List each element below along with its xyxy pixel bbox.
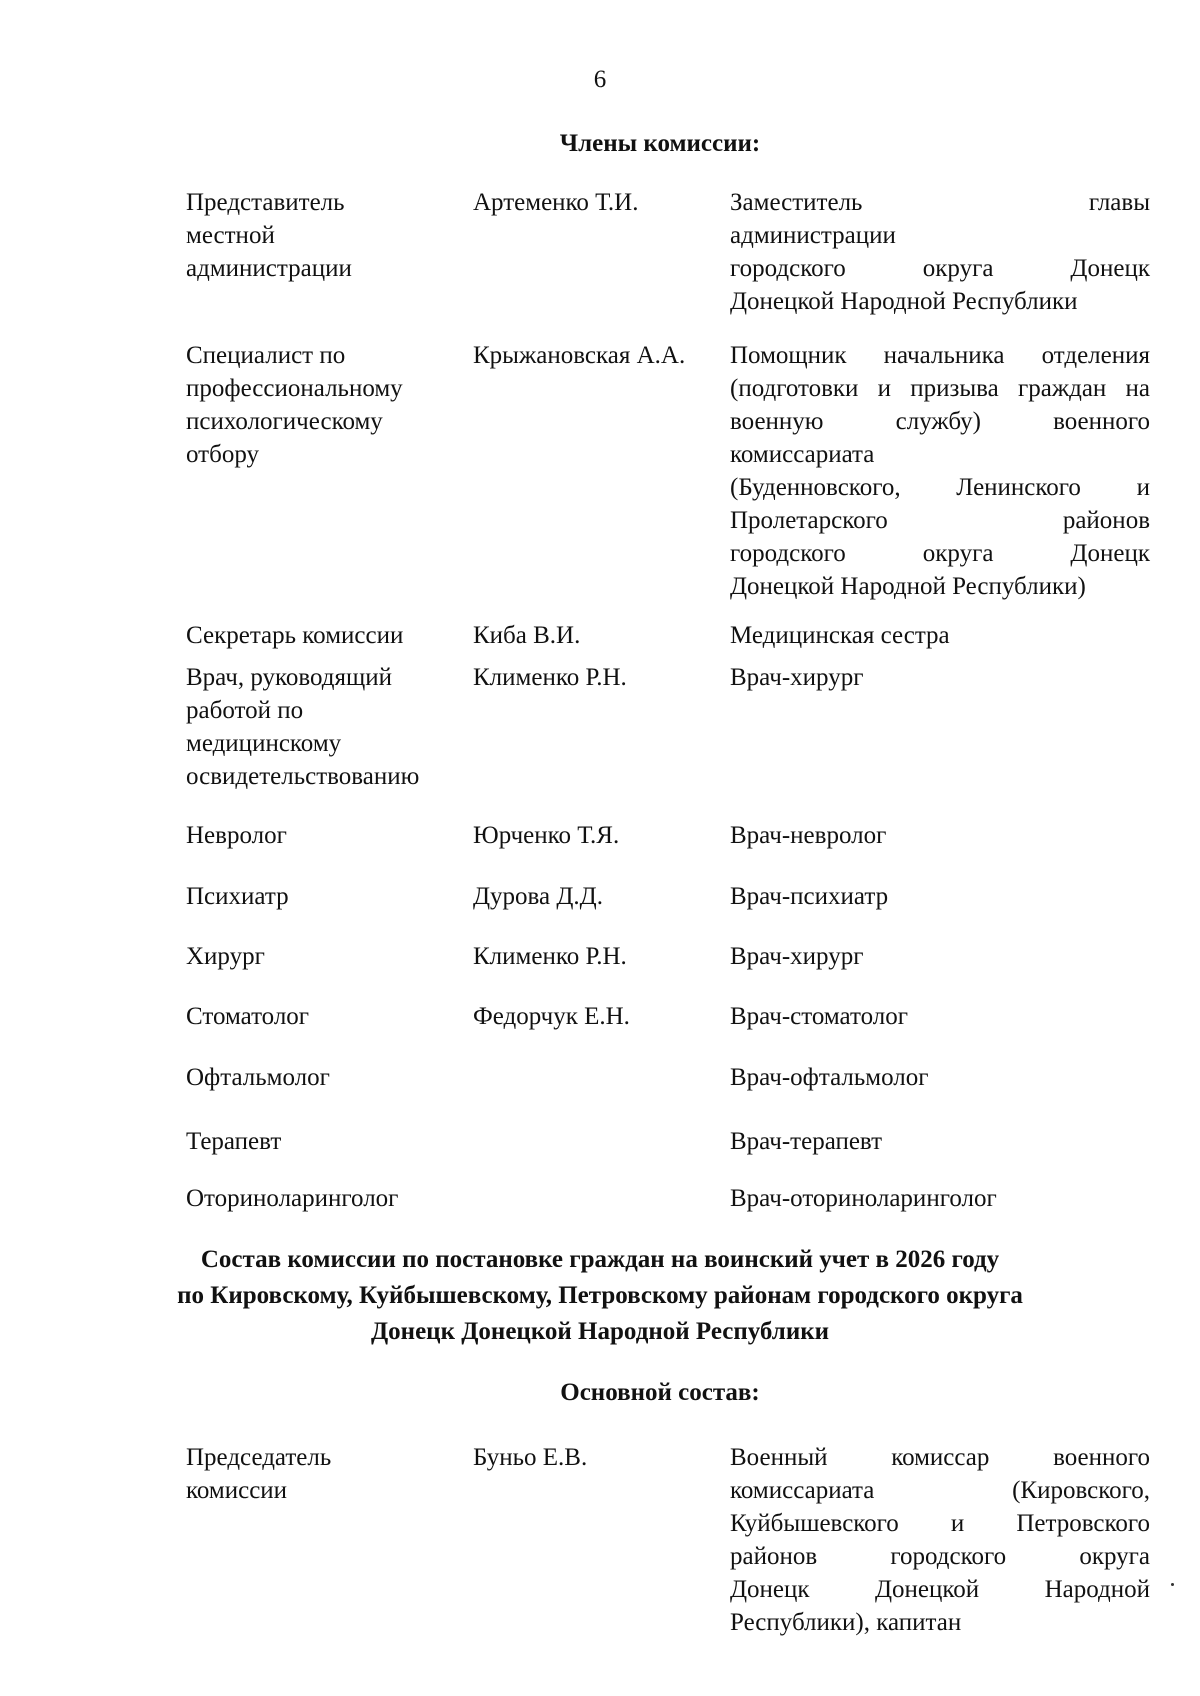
member-name: Клименко Р.Н.: [473, 664, 627, 691]
member-name: Крыжановская А.А.: [473, 342, 686, 369]
member-position: Врач-хирург: [730, 943, 864, 970]
member-position: Врач-психиатр: [730, 883, 889, 910]
member-position: Врач-офтальмолог: [730, 1064, 929, 1091]
member-position: Помощник начальника отделения (подготовки и призыва граждан на военную службу) военного комиссариата (Буденновского, Ленинского и Пролетарского районов городского округа Донецк Донецкой Народной Республики): [730, 342, 1150, 600]
member-role: Офтальмолог: [186, 1064, 330, 1091]
main-position: Военный комиссар военного комиссариата (Кировского, Куйбышевского и Петровского районов городского округа Донецк Донецкой Народной Республики), капитан: [730, 1444, 1150, 1636]
main-role: Председатель комиссии: [186, 1444, 332, 1504]
member-role: Терапевт: [186, 1128, 282, 1155]
composition-heading-line: по Кировскому, Куйбышевскому, Петровскому районам городского округа: [177, 1282, 1023, 1309]
member-name: Киба В.И.: [473, 622, 581, 649]
member-name: Юрченко Т.Я.: [473, 822, 620, 849]
member-name: Дурова Д.Д.: [473, 883, 603, 910]
composition-heading-line: Донецк Донецкой Народной Республики: [370, 1318, 830, 1345]
member-role: Секретарь комиссии: [186, 622, 404, 649]
page-number: 6: [593, 66, 607, 93]
scan-speck: [1171, 1583, 1174, 1586]
member-role: Врач, руководящий работой по медицинскому освидетельствованию: [186, 664, 420, 790]
member-name: Федорчук Е.Н.: [473, 1003, 630, 1030]
main-composition-heading: Основной состав:: [560, 1379, 760, 1406]
composition-heading: [0, 1242, 1200, 1350]
member-role: Стоматолог: [186, 1003, 310, 1030]
member-position: Врач-терапевт: [730, 1128, 883, 1155]
member-role: Хирург: [186, 943, 265, 970]
member-role: Представитель местной администрации: [186, 189, 352, 282]
member-position: Заместитель главы администрации городского округа Донецк Донецкой Народной Республики: [730, 189, 1150, 315]
member-position: Врач-стоматолог: [730, 1003, 908, 1030]
member-role: Невролог: [186, 822, 287, 849]
member-position: Врач-оториноларинголог: [730, 1185, 997, 1212]
composition-heading-line: Состав комиссии по постановке граждан на воинский учет в 2026 году: [200, 1246, 1000, 1273]
member-name: Клименко Р.Н.: [473, 943, 627, 970]
member-role: Специалист по профессиональному психологическому отбору: [186, 342, 403, 468]
member-role: Оториноларинголог: [186, 1185, 399, 1212]
member-position: Врач-хирург: [730, 664, 864, 691]
member-position: Медицинская сестра: [730, 622, 950, 649]
main-name: Буньо Е.В.: [473, 1444, 588, 1471]
member-position: Врач-невролог: [730, 822, 887, 849]
member-name: Артеменко Т.И.: [473, 189, 639, 216]
members-heading: Члены комиссии:: [559, 130, 761, 157]
member-role: Психиатр: [186, 883, 289, 910]
